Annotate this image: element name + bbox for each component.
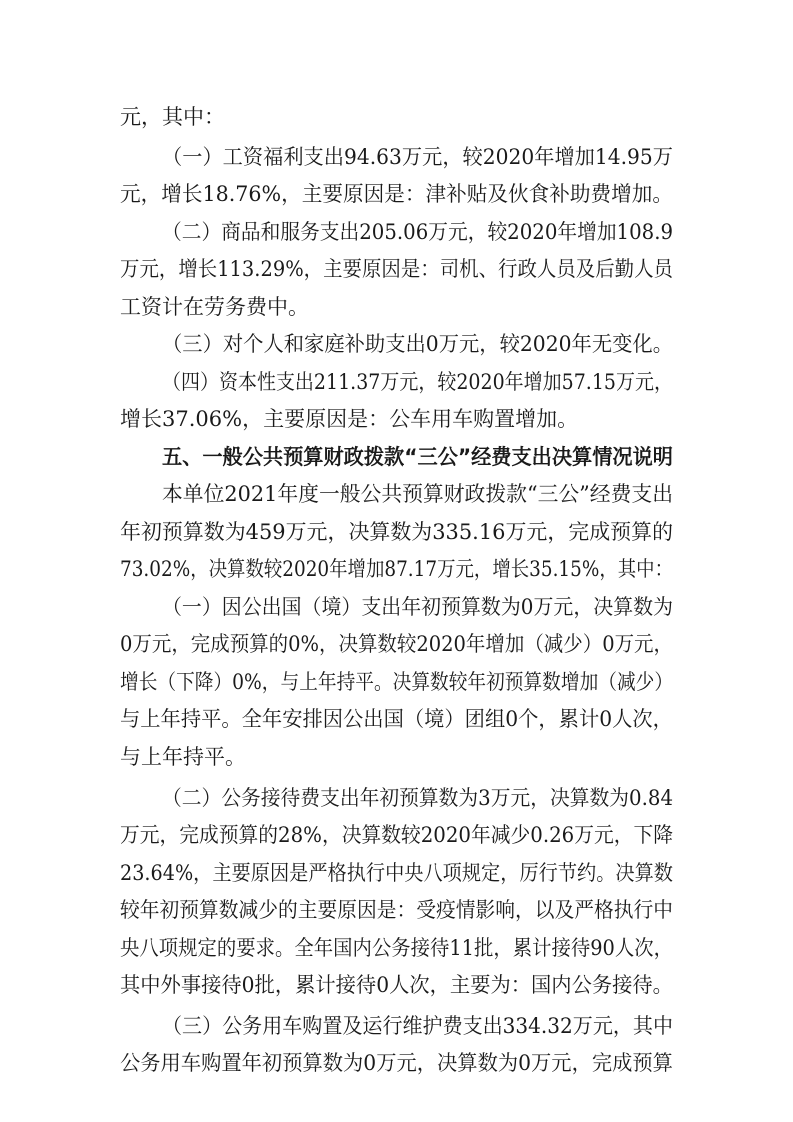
- text-line: 23.64%，主要原因是严格执行中央八项规定，厉行节约。决算数: [120, 861, 673, 885]
- text-line: 与上年持平。: [120, 745, 246, 769]
- text-line: 本单位2021年度一般公共预算财政拨款“三公”经费支出: [162, 482, 674, 506]
- text-line: 年初预算数为459万元，决算数为335.16万元，完成预算的: [120, 520, 674, 544]
- section-heading: 五、一般公共预算财政拨款“三公”经费支出决算情况说明: [162, 445, 673, 469]
- text-line: （一）工资福利支出94.63万元，较2020年增加14.95万: [162, 145, 673, 169]
- text-line: 增长37.06%，主要原因是：公车用车购置增加。: [120, 407, 579, 431]
- text-line: 元，其中：: [120, 105, 225, 129]
- text-line: 其中外事接待0批，累计接待0人次，主要为：国内公务接待。: [120, 973, 673, 997]
- text-line: 央八项规定的要求。全年国内公务接待11批，累计接待90人次，: [120, 936, 673, 960]
- text-line: （一）因公出国（境）支出年初预算数为0万元，决算数为: [162, 595, 674, 619]
- text-line: 万元，完成预算的28%，决算数较2020年减少0.26万元，下降: [120, 823, 674, 847]
- text-line: （二）商品和服务支出205.06万元，较2020年增加108.9: [162, 220, 674, 244]
- text-line: 公务用车购置年初预算数为0万元，决算数为0万元，完成预算: [120, 1051, 673, 1075]
- text-line: 增长（下降）0%，与上年持平。决算数较年初预算数增加（减少）: [120, 670, 674, 694]
- text-line: （三）对个人和家庭补助支出0万元，较2020年无变化。: [162, 332, 673, 356]
- text-line: 工资计在劳务费中。: [120, 295, 309, 319]
- text-line: 与上年持平。全年安排因公出国（境）团组0个，累计0人次，: [120, 707, 673, 731]
- text-line: 0万元，完成预算的0%，决算数较2020年增加（减少）0万元，: [120, 632, 674, 656]
- text-line: 较年初预算数减少的主要原因是：受疫情影响，以及严格执行中: [120, 898, 674, 922]
- text-line: （三）公务用车购置及运行维护费支出334.32万元，其中: [162, 1014, 674, 1038]
- text-line: （四）资本性支出211.37万元，较2020年增加57.15万元，: [162, 370, 673, 394]
- text-line: （二）公务接待费支出年初预算数为3万元，决算数为0.84: [162, 786, 674, 810]
- text-line: 73.02%，决算数较2020年增加87.17万元，增长35.15%，其中：: [120, 557, 674, 581]
- text-line: 万元，增长113.29%，主要原因是：司机、行政人员及后勤人员: [120, 257, 673, 281]
- text-line: 元，增长18.76%，主要原因是：津补贴及伙食补助费增加。: [120, 182, 673, 206]
